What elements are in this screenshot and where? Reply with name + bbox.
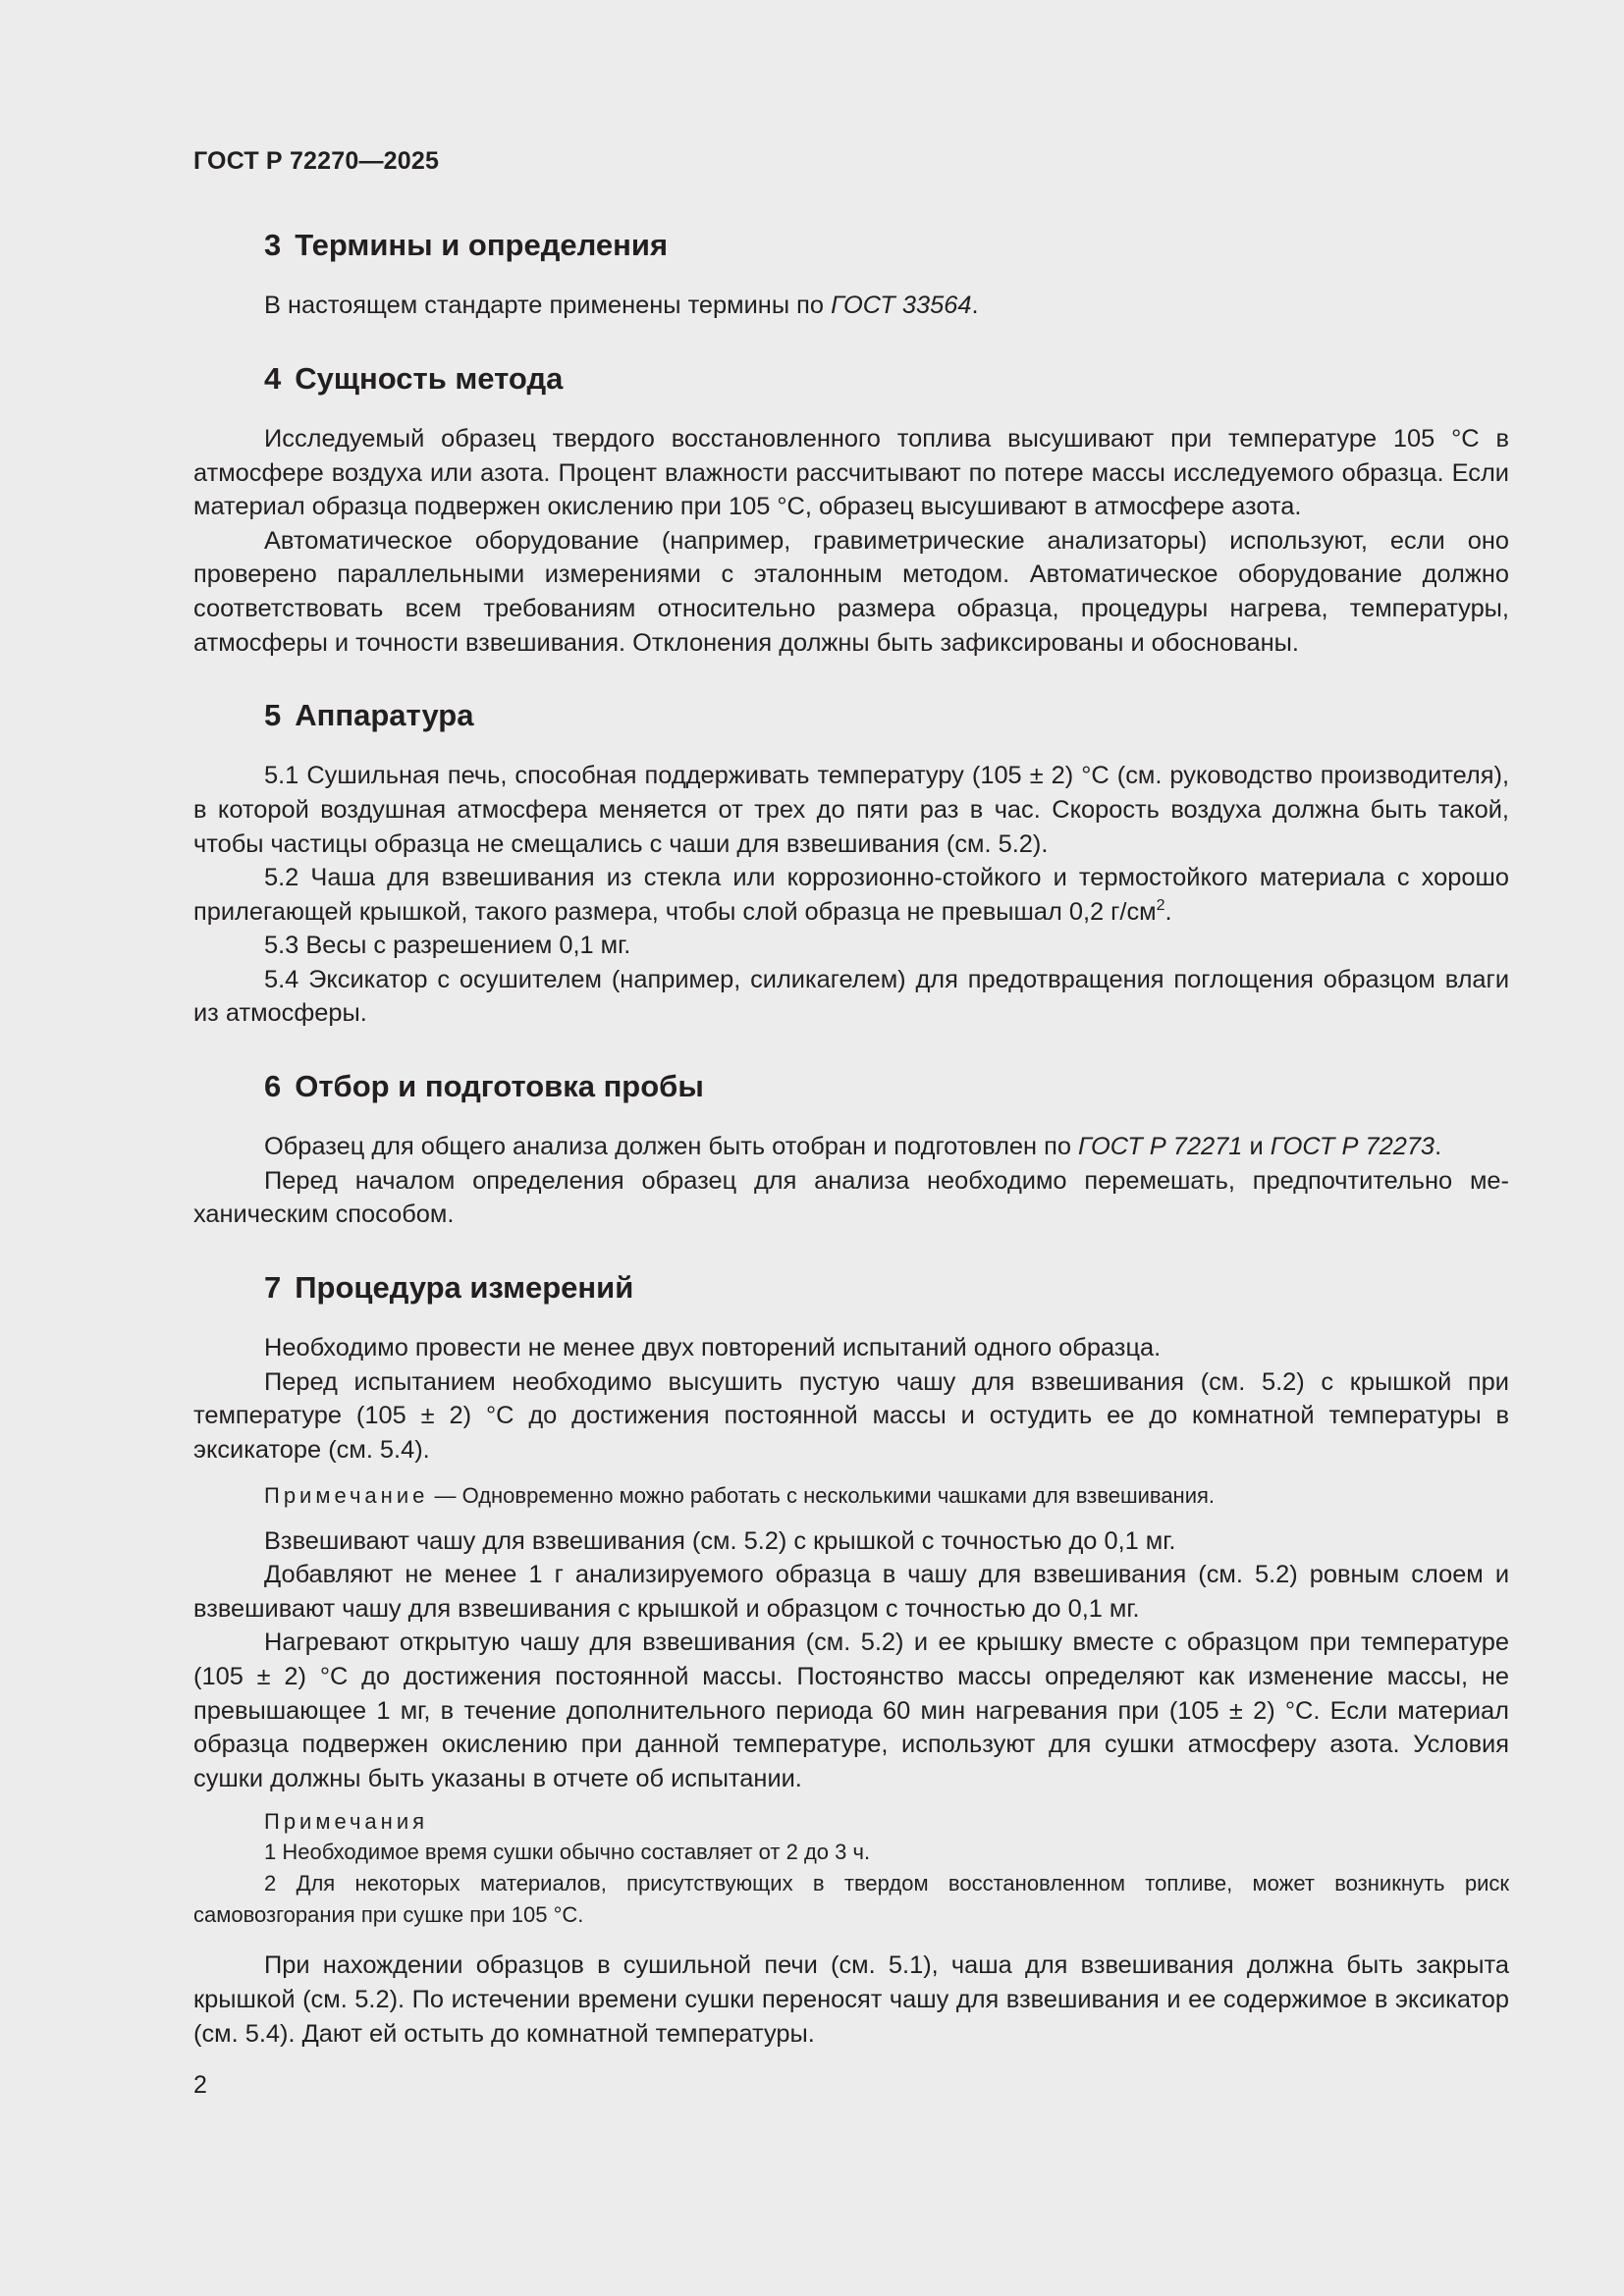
section-5: [193, 697, 1509, 1031]
section-title: Термины и определения: [295, 228, 669, 262]
text: В настоящем стандарте применены термины по: [264, 292, 832, 320]
section-title: Отбор и подготовка пробы: [295, 1069, 704, 1104]
page-number: 2: [193, 2071, 207, 2099]
section-heading: [193, 360, 1509, 397]
paragraph: [193, 1130, 1509, 1164]
paragraph: Исследуемый образец твердого восстановленного топлива высушивают при температуре 105 °С в атмосфере воздуха или азота. Процент влажности рассчитывают по потере массы исследуемого образца. Если материал образца подвержен окислению при 105 °С, образец высушивают в атмосфере азота.: [193, 424, 1509, 521]
standard-reference: ГОСТ 33564: [831, 292, 972, 320]
paragraph: Необходимо провести не менее двух повторений испытаний одного образца.: [264, 1334, 1162, 1362]
section-number: 3: [264, 228, 282, 262]
superscript: 2: [1156, 896, 1165, 914]
section-heading: [193, 227, 1509, 263]
section-7: [193, 1269, 1509, 2051]
note: [193, 1481, 1509, 1511]
section-number: 6: [264, 1069, 282, 1104]
paragraph: Добавляют не менее 1 г анализируемого образца в чашу для взвешивания (см. 5.2) ровным слоем и взвешивают чашу для взвешивания с крышкой и образцом с точностью до 0,1 мг.: [193, 1561, 1509, 1623]
section-heading: [193, 697, 1509, 733]
section-number: 7: [264, 1270, 282, 1306]
section-4: [193, 360, 1509, 660]
clause-5-2: [193, 861, 1509, 929]
text: Образец для общего анализа должен быть отобран и подготовлен по: [264, 1133, 1079, 1161]
text: .: [1435, 1133, 1442, 1161]
note-text: — Одновременно можно работать с несколькими чашками для взвешивания.: [428, 1482, 1216, 1508]
section-6: [193, 1068, 1509, 1232]
section-heading: [193, 1269, 1509, 1306]
paragraph: Перед испытанием необходимо высушить пустую чашу для взвешивания (см. 5.2) с крышкой при температуре (105 ± 2) °С до достижения постоянной массы и остудить ее до комнатной температуры в эксикаторе (см. 5.4).: [193, 1367, 1509, 1464]
text: 5.2 Чаша для взвешивания из стекла или коррозионно-стойкого и термостойкого материала с хорошо прилегающей крышкой, такого размера, чтобы слой образца не превышал 0,2 г/см: [193, 864, 1509, 926]
paragraph: [193, 289, 1509, 323]
section-title: Процедура измерений: [295, 1270, 634, 1306]
text: и: [1242, 1133, 1271, 1161]
document-page: [193, 147, 1509, 2088]
clause-5-4: 5.4 Эксикатор с осушителем (например, силикагелем) для предотвращения поглощения образцом влаги из атмосферы.: [193, 965, 1509, 1028]
section-number: 4: [264, 360, 282, 396]
paragraph: При нахождении образцов в сушильной печи (см. 5.1), чаша для взвешивания должна быть закрыта крышкой (см. 5.2). По истечении времени сушки переносят чашу для взвешивания и ее содержимое в эксикатор (см. 5.4). Дают ей остыть до комнатной температуры.: [193, 1951, 1509, 2048]
section-title: Сущность метода: [295, 360, 564, 396]
text: .: [1164, 897, 1172, 926]
clause-5-1: 5.1 Сушильная печь, способная поддерживать температуру (105 ± 2) °С (см. руководство производителя), в которой воздушная атмосфера меняется от трех до пяти раз в час. Скорость воздуха должна быть такой, чтобы частицы образца не смещались с чаши для взвешивания (см. 5.2).: [193, 762, 1509, 858]
paragraph: Перед началом определения образец для анализа необходимо перемешать, предпочтительно механическим способом.: [193, 1166, 1509, 1229]
paragraph: Взвешивают чашу для взвешивания (см. 5.2) с крышкой с точностью до 0,1 мг.: [264, 1526, 1176, 1555]
section-heading: [193, 1068, 1509, 1104]
section-3: [193, 227, 1509, 323]
note-item: 1 Необходимое время сушки обычно составляет от 2 до 3 ч.: [264, 1840, 871, 1865]
section-number: 5: [264, 698, 282, 733]
note-item: 2 Для некоторых материалов, присутствующих в твердом восстановленном топливе, может возникнуть риск самовозгорания при сушке при 105 °С.: [193, 1871, 1509, 1928]
notes-label: Примечания: [264, 1809, 429, 1835]
text: .: [971, 292, 979, 320]
notes-block: [193, 1807, 1509, 1931]
clause-5-3: 5.3 Весы с разрешением 0,1 мг.: [264, 932, 631, 960]
standard-reference: ГОСТ Р 72271: [1078, 1133, 1243, 1161]
paragraph: Автоматическое оборудование (например, гравиметрические анализаторы) используют, если оно проверено параллельными измерениями с эталонным методом. Автоматическое оборудование должно соответствовать всем требованиям относительно размера образца, процедуры нагрева, температуры, атмосферы и точности взвешивания. Отклонения должны быть зафиксированы и обоснованы.: [193, 526, 1509, 657]
note-label: Примечание: [264, 1482, 429, 1508]
section-title: Аппаратура: [295, 698, 474, 733]
paragraph: Нагревают открытую чашу для взвешивания (см. 5.2) и ее крышку вместе с образцом при температуре (105 ± 2) °С до достижения постоянной массы. Постоянство массы определяют как изменение массы, не превышающее 1 мг, в течение дополнительного периода 60 мин нагревания при (105 ± 2) °С. Если материал образца подвержен окислению при данной температуре, используют для сушки атмосферу азота. Условия сушки должны быть указаны в отчете об испытании.: [193, 1629, 1509, 1792]
standard-reference: ГОСТ Р 72273: [1270, 1133, 1435, 1161]
document-header: ГОСТ Р 72270—2025: [193, 147, 440, 175]
